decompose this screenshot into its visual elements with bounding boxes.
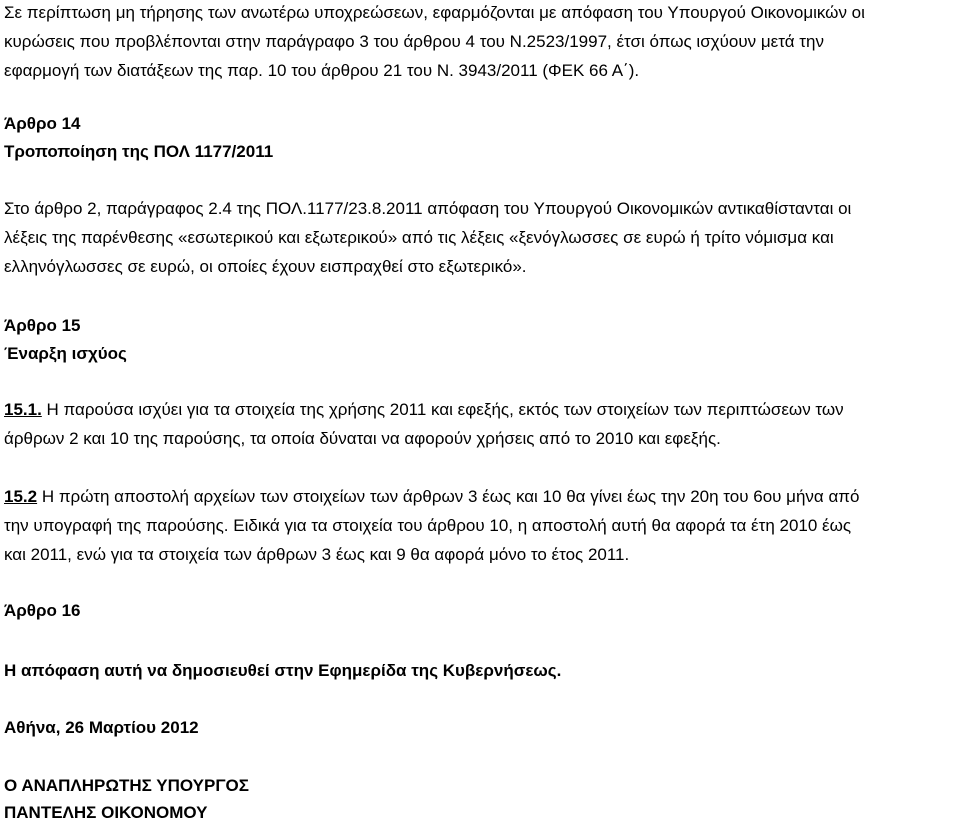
- intro-line-1: Σε περίπτωση μη τήρησης των ανωτέρω υποχρεώσεων, εφαρμόζονται με απόφαση του Υπουργού Οικονομικών οι: [4, 3, 865, 22]
- paragraph-15-1: [4, 395, 959, 453]
- intro-line-3: εφαρμογή των διατάξεων της παρ. 10 του άρθρου 21 του Ν. 3943/2011 (ΦΕΚ 66 Α΄).: [4, 61, 640, 80]
- article-14-title: Τροποποίηση της ΠΟΛ 1177/2011: [4, 142, 274, 161]
- article-16-heading: Άρθρο 16: [4, 601, 81, 620]
- article-14-line-2: λέξεις της παρένθεσης «εσωτερικού και εξωτερικού» από τις λέξεις «ξενόγλωσσες σε ευρώ ή τρίτο νόμισμα και: [4, 228, 834, 247]
- article-15-heading: Άρθρο 15: [4, 316, 81, 335]
- paragraph-15-2: [4, 482, 959, 569]
- paragraph-15-2-line-2: την υπογραφή της παρούσης. Ειδικά για τα στοιχεία του άρθρου 10, η αποστολή αυτή θα αφορά τα έτη 2010 έως: [4, 516, 852, 535]
- place-and-date: Αθήνα, 26 Μαρτίου 2012: [4, 718, 199, 737]
- article-15-title: Έναρξη ισχύος: [4, 344, 127, 363]
- paragraph-15-1-number: 15.1.: [4, 400, 42, 419]
- intro-line-2: κυρώσεις που προβλέπονται στην παράγραφο 3 του άρθρου 4 του Ν.2523/1997, έτσι όπως ισχύουν μετά την: [4, 32, 824, 51]
- paragraph-15-2-line-1: Η πρώτη αποστολή αρχείων των στοιχείων των άρθρων 3 έως και 10 θα γίνει έως την 20η του 6ου μήνα από: [37, 487, 860, 506]
- article-14-paragraph: [4, 194, 959, 281]
- paragraph-15-1-line-1: Η παρούσα ισχύει για τα στοιχεία της χρήσης 2011 και εφεξής, εκτός των στοιχείων των περιπτώσεων των: [41, 400, 844, 419]
- paragraph-15-2-line-3: και 2011, ενώ για τα στοιχεία των άρθρων 3 έως και 9 θα αφορά μόνο το έτος 2011.: [4, 545, 630, 564]
- signatory-role: Ο ΑΝΑΠΛΗΡΩΤΗΣ ΥΠΟΥΡΓΟΣ: [4, 776, 249, 795]
- article-14-heading: Άρθρο 14: [4, 114, 81, 133]
- signatory-name: ΠΑΝΤΕΛΗΣ ΟΙΚΟΝΟΜΟΥ: [4, 803, 208, 822]
- article-14-line-3: ελληνόγλωσσες σε ευρώ, οι οποίες έχουν εισπραχθεί στο εξωτερικό».: [4, 257, 527, 276]
- article-16-text: Η απόφαση αυτή να δημοσιευθεί στην Εφημερίδα της Κυβερνήσεως.: [4, 661, 562, 680]
- intro-paragraph: [4, 0, 959, 85]
- article-14-line-1: Στο άρθρο 2, παράγραφος 2.4 της ΠΟΛ.1177/23.8.2011 απόφαση του Υπουργού Οικονομικών αντικαθίστανται οι: [4, 199, 852, 218]
- paragraph-15-1-line-2: άρθρων 2 και 10 της παρούσης, τα οποία δύναται να αφορούν χρήσεις από το 2010 και εφεξής.: [4, 429, 721, 448]
- paragraph-15-2-number: 15.2: [4, 487, 38, 506]
